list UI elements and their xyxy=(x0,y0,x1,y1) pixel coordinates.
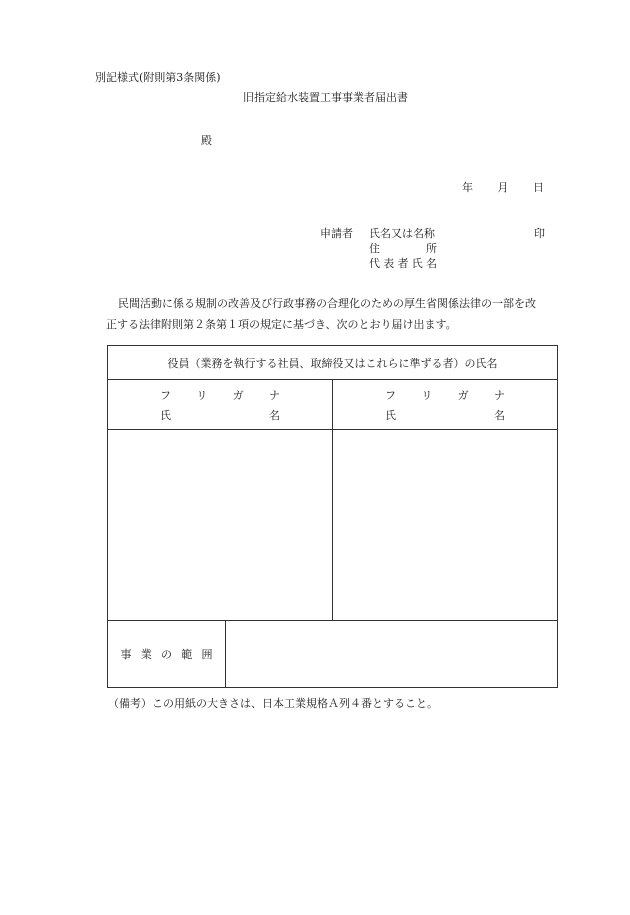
kana-char: ガ xyxy=(232,388,244,402)
representative-char: 氏 xyxy=(411,257,423,270)
date-line xyxy=(462,181,544,194)
date-year: 年 xyxy=(462,181,473,194)
note-text: （備考）この用紙の大きさは、日本工業規格Ａ列４番とすること。 xyxy=(108,697,438,710)
name-char: 氏 xyxy=(385,408,396,422)
applicant-name-label: 氏名又は名称 xyxy=(369,227,435,240)
kana-char: フ xyxy=(160,388,171,402)
scope-char: 事 xyxy=(120,648,132,661)
name-char: 氏 xyxy=(160,408,171,422)
date-month: 月 xyxy=(497,181,509,194)
name-char: 名 xyxy=(494,408,505,422)
kana-char: リ xyxy=(421,388,433,402)
representative-char: 者 xyxy=(397,257,409,270)
right-column-header xyxy=(333,380,558,430)
kana-char: ナ xyxy=(268,388,280,402)
kana-char: ガ xyxy=(457,388,469,402)
representative-char: 名 xyxy=(426,257,437,270)
body-text-line1: 民間活動に係る規制の改善及び行政事務の合理化のための厚生省関係法律の一部を改 xyxy=(118,297,536,310)
seal-mark: 印 xyxy=(534,227,545,240)
right-officers-entry-area[interactable] xyxy=(333,430,558,621)
scope-char: 範 xyxy=(181,648,193,661)
scope-char: の xyxy=(161,648,172,661)
business-scope-entry-area[interactable] xyxy=(226,621,558,688)
left-column-header xyxy=(108,380,333,430)
body-text-line2: 正する法律附則第２条第１項の規定に基づき、次のとおり届け出ます。 xyxy=(106,318,457,331)
kana-char: フ xyxy=(385,388,396,402)
representative-char: 代 xyxy=(369,257,380,270)
address-char: 所 xyxy=(426,242,437,255)
addressee-suffix: 殿 xyxy=(201,134,212,147)
document-title: 旧指定給水装置工事事業者届出書 xyxy=(243,91,408,104)
table-header-text: 役員（業務を執行する社員、取締役又はこれらに準ずる者）の氏名 xyxy=(167,356,498,370)
applicant-address-label xyxy=(369,242,437,255)
representative-char: 表 xyxy=(383,257,395,270)
applicant-representative-label xyxy=(369,257,437,270)
kana-char: ナ xyxy=(493,388,505,402)
address-char: 住 xyxy=(369,242,380,255)
officers-table xyxy=(107,345,558,688)
form-label: 別記様式(附則第3条関係) xyxy=(95,71,221,84)
scope-char: 囲 xyxy=(201,648,213,661)
scope-char: 業 xyxy=(140,648,152,661)
date-day: 日 xyxy=(533,181,544,194)
left-officers-entry-area[interactable] xyxy=(108,430,333,621)
name-char: 名 xyxy=(269,408,280,422)
applicant-label: 申請者 xyxy=(320,227,353,240)
kana-char: リ xyxy=(196,388,208,402)
business-scope-label xyxy=(108,621,226,688)
table-header xyxy=(108,346,558,380)
